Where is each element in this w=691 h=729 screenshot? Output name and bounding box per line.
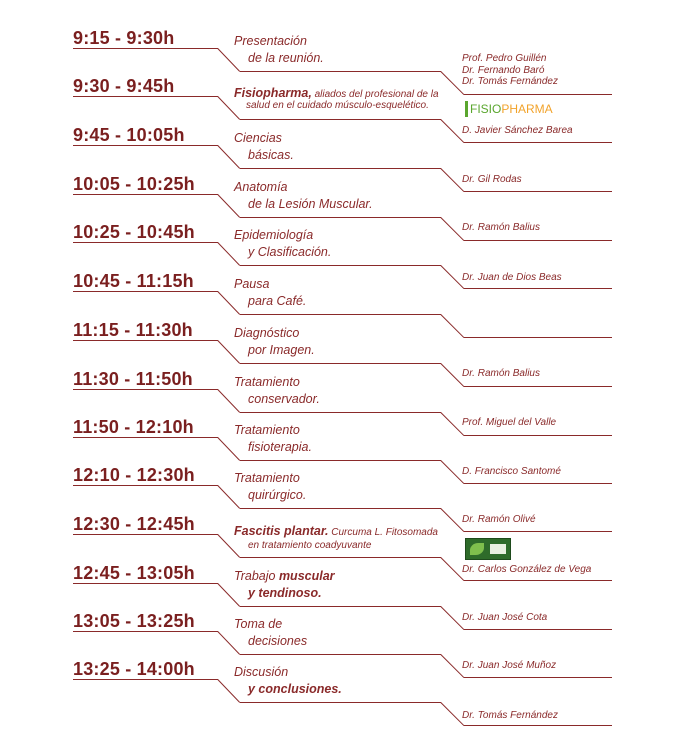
talk-title-line1: Tratamiento: [234, 375, 300, 389]
connector-line: [240, 119, 441, 120]
time-slot: 10:25 - 10:45h: [73, 222, 195, 242]
speaker-names: Prof. Pedro Guillén Dr. Fernando Baró Dr. Tomás Fernández: [462, 53, 558, 87]
connector-line: [240, 606, 441, 607]
schedule-row: [0, 657, 691, 721]
connector-line: [73, 485, 218, 486]
speaker-name: Dr. Juan de Dios Beas: [462, 272, 562, 283]
connector-line: [73, 145, 218, 146]
connector-line: [464, 531, 612, 532]
speaker-name: Dr. Gil Rodas: [462, 174, 522, 185]
talk-title-line2: conservador.: [248, 392, 320, 406]
product-box-icon: [490, 544, 506, 554]
talk-title-rest: Curcuma L. Fitosomada: [328, 527, 438, 538]
time-slot: 10:45 - 11:15h: [73, 271, 194, 291]
talk-title-part: Trabajo: [234, 569, 279, 583]
time-slot: 12:45 - 13:05h: [73, 563, 195, 583]
connector-line: [240, 314, 441, 315]
connector-line: [240, 557, 441, 558]
talk-title-bold: muscular: [278, 569, 335, 583]
connector-line: [464, 629, 612, 630]
logo-text-fisio: FISIO: [470, 101, 502, 116]
talk-title-line2: salud en el cuidado músculo-esquelético.: [246, 100, 429, 111]
time-slot: 9:45 - 10:05h: [73, 125, 185, 145]
talk-title-line1: Toma de: [234, 617, 283, 631]
schedule-row: [0, 269, 691, 317]
talk-title-line2: por Imagen.: [248, 343, 315, 357]
connector-line: [464, 386, 612, 387]
talk-title-line2: en tratamiento coadyuvante: [248, 540, 372, 551]
connector-line: [73, 96, 218, 97]
time-slot: 13:25 - 14:00h: [73, 659, 195, 679]
connector-line: [464, 337, 612, 338]
speaker-name: Dr. Ramón Balius: [462, 222, 540, 233]
talk-title-bold: Fisiopharma,: [234, 86, 312, 100]
talk-title-line1: Presentación: [234, 34, 307, 48]
time-slot: 12:10 - 12:30h: [73, 465, 195, 485]
connector-line: [73, 534, 218, 535]
connector-line: [240, 217, 441, 218]
connector-line: [73, 194, 218, 195]
speaker-name: Prof. Miguel del Valle: [462, 417, 557, 428]
connector-line: [240, 508, 441, 509]
connector-line: [73, 340, 218, 341]
connector-line: [464, 191, 612, 192]
time-slot: 11:15 - 11:30h: [73, 320, 193, 340]
talk-title-line2: para Café.: [248, 294, 307, 308]
connector-line: [240, 460, 441, 461]
talk-title-line2: básicas.: [248, 148, 294, 162]
speaker-name: Dr. Juan José Muñoz: [462, 660, 557, 671]
connector-line: [240, 168, 441, 169]
connector-line: [73, 583, 218, 584]
connector-line: [440, 702, 464, 726]
talk-title-line2: y tendinoso.: [248, 586, 322, 600]
connector-line: [73, 48, 218, 49]
time-slot: 11:30 - 11:50h: [73, 369, 193, 389]
logo-bar-icon: [465, 101, 468, 117]
connector-line: [73, 291, 218, 292]
time-slot: 9:30 - 9:45h: [73, 76, 175, 96]
time-slot: 11:50 - 12:10h: [73, 417, 194, 437]
connector-line: [240, 265, 441, 266]
time-slot: 12:30 - 12:45h: [73, 514, 195, 534]
time-slot: 9:15 - 9:30h: [73, 28, 175, 48]
talk-title-line2: y Clasificación.: [248, 245, 332, 259]
connector-line: [240, 412, 441, 413]
connector-line: [73, 437, 218, 438]
talk-title-rest: aliados del profesional de la: [311, 89, 439, 100]
talk-title-line2: quirúrgico.: [248, 488, 307, 502]
time-slot: 10:05 - 10:25h: [73, 174, 195, 194]
fisiopharma-logo: [465, 100, 553, 120]
curcuma-product-logo: [465, 538, 511, 560]
speaker-name: Dr. Tomás Fernández: [462, 710, 558, 721]
talk-title-bold: Fascitis plantar.: [234, 524, 329, 538]
connector-line: [464, 435, 612, 436]
logo-text-pharma: PHARMA: [501, 101, 553, 116]
connector-line: [73, 679, 218, 680]
speaker-name: D. Javier Sánchez Barea: [462, 125, 573, 136]
connector-line: [464, 725, 612, 726]
connector-line: [464, 240, 612, 241]
connector-line: [464, 483, 612, 484]
connector-line: [240, 702, 441, 703]
talk-title-line2: fisioterapia.: [248, 440, 312, 454]
connector-line: [73, 242, 218, 243]
leaf-icon: [470, 543, 484, 555]
speaker-name: D. Francisco Santomé: [462, 466, 561, 477]
connector-line: [464, 142, 612, 143]
talk-title-line2: decisiones: [248, 634, 308, 648]
connector-line: [464, 288, 612, 289]
talk-title-line1: [234, 86, 439, 100]
connector-line: [73, 389, 218, 390]
talk-title-line1: Discusión: [234, 665, 289, 679]
connector-line: [240, 71, 441, 72]
talk-title-line1: [234, 569, 335, 583]
connector-line: [464, 94, 612, 95]
connector-line: [464, 677, 612, 678]
talk-title-line1: Epidemiología: [234, 228, 314, 242]
speaker-name: Dr. Juan José Cota: [462, 612, 548, 623]
talk-title-line1: [234, 524, 438, 538]
talk-title-line1: Anatomía: [234, 180, 288, 194]
talk-title-line1: Ciencias: [234, 131, 282, 145]
speaker-name: Dr. Ramón Olivé: [462, 514, 536, 525]
connector-line: [73, 631, 218, 632]
talk-title-line1: Tratamiento: [234, 471, 300, 485]
connector-line: [240, 654, 441, 655]
connector-line: [240, 363, 441, 364]
talk-title-line2: de la reunión.: [248, 51, 324, 65]
connector-line: [464, 580, 612, 581]
talk-title-line1: Tratamiento: [234, 423, 300, 437]
speaker-name: Dr. Ramón Balius: [462, 368, 540, 379]
time-slot: 13:05 - 13:25h: [73, 611, 195, 631]
speaker-name: Dr. Carlos González de Vega: [462, 564, 592, 575]
talk-title-line1: Diagnóstico: [234, 326, 300, 340]
talk-title-line2: y conclusiones.: [248, 682, 342, 696]
talk-title-line1: Pausa: [234, 277, 270, 291]
talk-title-line2: de la Lesión Muscular.: [248, 197, 373, 211]
